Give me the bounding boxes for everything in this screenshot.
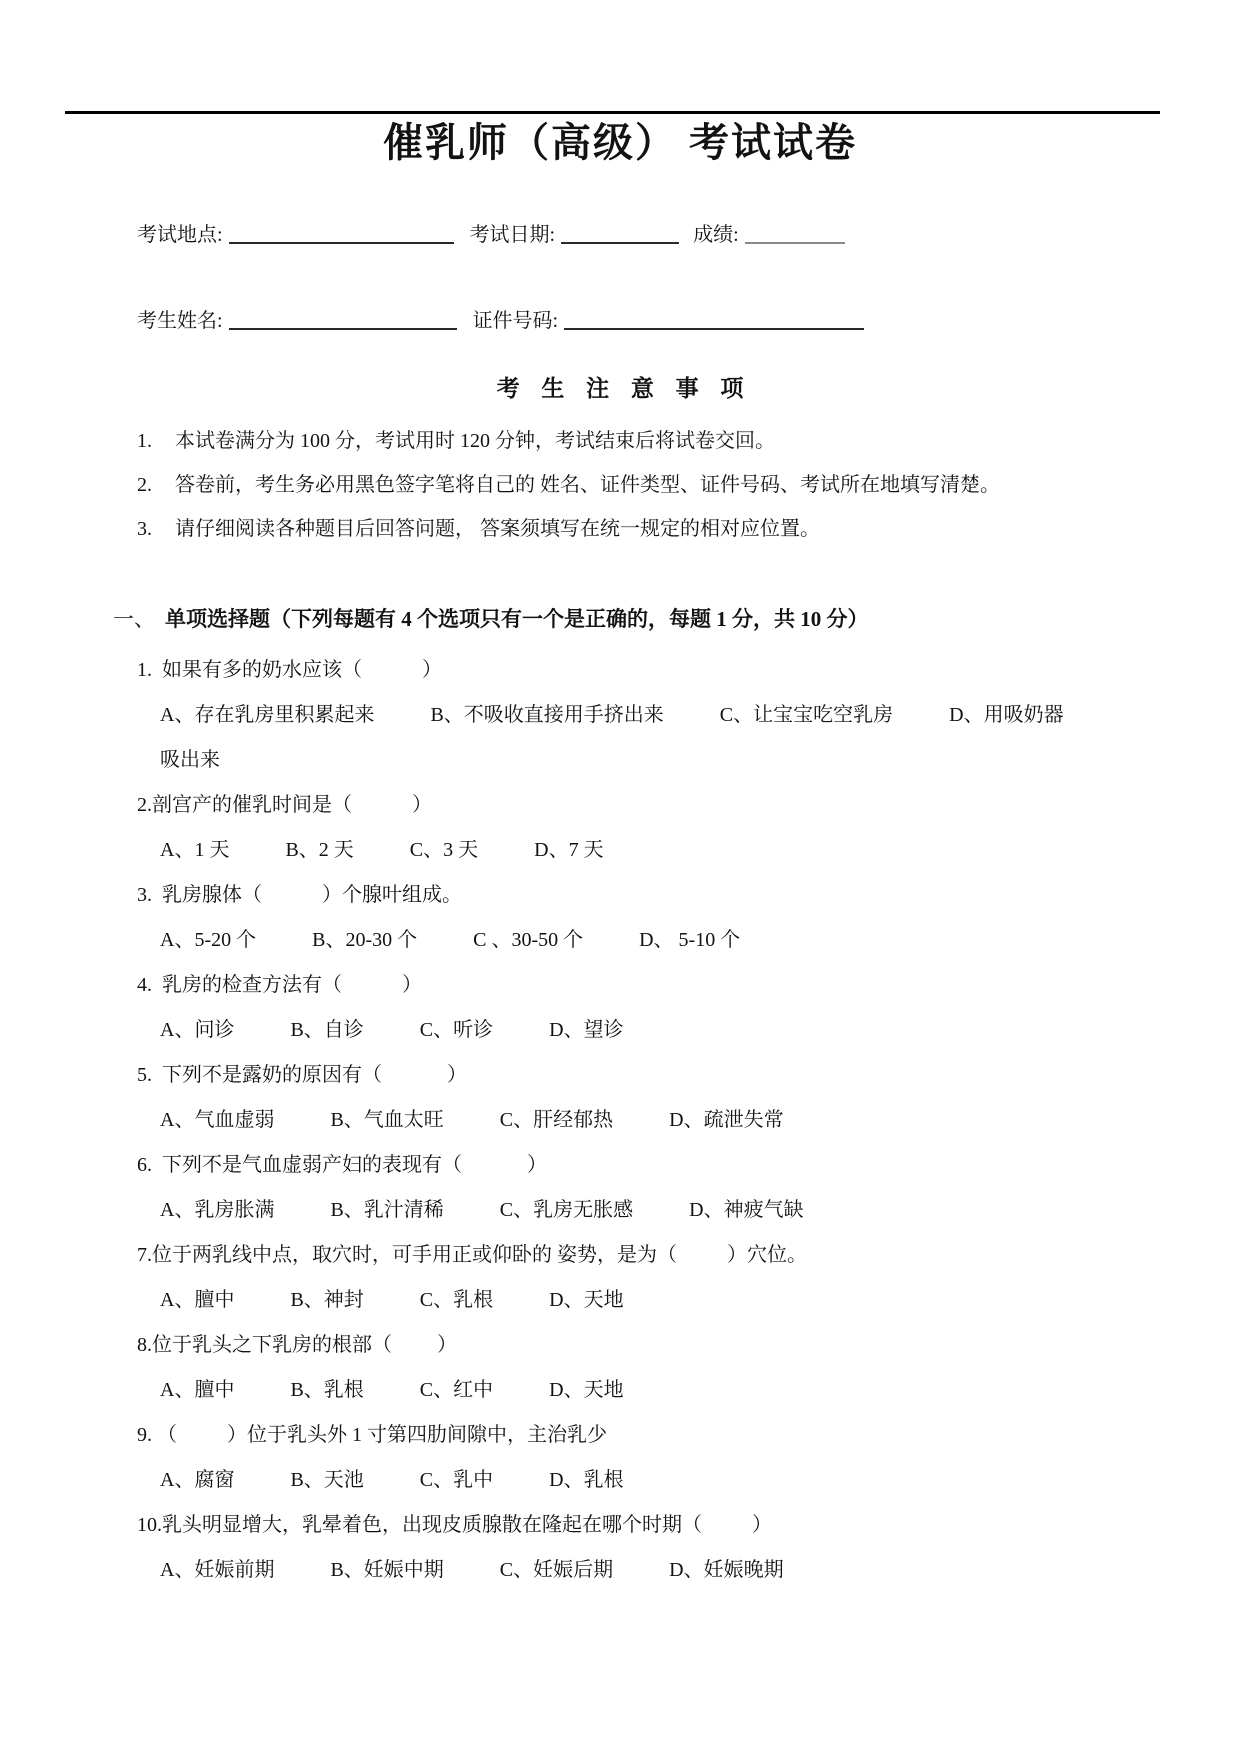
section-number: 一、 bbox=[113, 607, 155, 631]
notice-heading: 考 生 注 意 事 项 bbox=[496, 376, 752, 401]
header-rule bbox=[65, 111, 1160, 114]
option: C、肝经郁热 bbox=[499, 1109, 614, 1131]
id-number-field[interactable] bbox=[564, 308, 864, 330]
option: C、乳根 bbox=[419, 1289, 494, 1311]
question-stem: 9. （ ）位于乳头外 1 寸第四肋间隙中，主治乳少 bbox=[137, 1424, 607, 1446]
question-block bbox=[0, 1503, 1240, 1593]
option: A、问诊 bbox=[160, 1019, 235, 1041]
option: D、 5-10 个 bbox=[639, 929, 741, 951]
exam-info-row bbox=[137, 220, 1240, 250]
option: A、5-20 个 bbox=[160, 929, 257, 951]
page-title: 催乳师（高级） 考试试卷 bbox=[383, 120, 857, 165]
question-stem: 5. 下列不是露奶的原因有（ ） bbox=[137, 1064, 467, 1086]
notice-item-text: 答卷前，考生务必用黑色签字笔将自己的 姓名、证件类型、证件号码、考试所在地填写清楚。 bbox=[175, 474, 1000, 496]
candidate-info-row bbox=[137, 306, 1240, 336]
question-stem: 8.位于乳头之下乳房的根部（ ） bbox=[137, 1334, 457, 1356]
question-block bbox=[0, 1233, 1240, 1323]
question-options bbox=[160, 1008, 1080, 1053]
question-options bbox=[160, 1278, 1080, 1323]
question-options bbox=[160, 1458, 1080, 1503]
option: C 、30-50 个 bbox=[473, 929, 584, 951]
option: B、不吸收直接用手挤出来 bbox=[430, 704, 664, 726]
question-stem: 7.位于两乳线中点，取穴时，可手用正或仰卧的 姿势，是为（ ）穴位。 bbox=[137, 1244, 807, 1266]
option: D、天地 bbox=[549, 1289, 624, 1311]
exam-date-label: 考试日期: bbox=[469, 224, 556, 246]
notice-item-text: 本试卷满分为 100 分，考试用时 120 分钟，考试结束后将试卷交回。 bbox=[175, 430, 775, 452]
option: B、乳汁清稀 bbox=[330, 1199, 444, 1221]
candidate-name-label: 考生姓名: bbox=[137, 310, 223, 332]
question-stem: 3. 乳房腺体（ ）个腺叶组成。 bbox=[137, 884, 462, 906]
question-block bbox=[0, 783, 1240, 873]
question-block bbox=[0, 1413, 1240, 1503]
notice-item-number: 1. bbox=[137, 430, 152, 452]
score-field[interactable] bbox=[745, 222, 845, 244]
exam-location-field[interactable] bbox=[229, 222, 454, 244]
question-block bbox=[0, 963, 1240, 1053]
option: A、乳房胀满 bbox=[160, 1199, 275, 1221]
option: B、20-30 个 bbox=[312, 929, 418, 951]
notice-item bbox=[137, 428, 1200, 455]
option: D、7 天 bbox=[534, 839, 604, 861]
option: C、听诊 bbox=[419, 1019, 494, 1041]
question-block bbox=[0, 1323, 1240, 1413]
question-options bbox=[160, 1098, 1080, 1143]
option: A、气血虚弱 bbox=[160, 1109, 275, 1131]
exam-location-label: 考试地点: bbox=[137, 224, 223, 246]
option: C、让宝宝吃空乳房 bbox=[719, 704, 894, 726]
question-options bbox=[160, 1548, 1080, 1593]
option: A、存在乳房里积累起来 bbox=[160, 704, 375, 726]
notice-list bbox=[0, 428, 1240, 543]
option: D、乳根 bbox=[549, 1469, 624, 1491]
option: D、神疲气缺 bbox=[689, 1199, 804, 1221]
option: A、膻中 bbox=[160, 1289, 235, 1311]
option: D、妊娠晚期 bbox=[669, 1559, 784, 1581]
candidate-name-field[interactable] bbox=[229, 308, 457, 330]
option: D、疏泄失常 bbox=[669, 1109, 784, 1131]
notice-item bbox=[137, 516, 1200, 543]
option: D、用吸奶器吸出来 bbox=[160, 704, 1064, 771]
question-stem: 4. 乳房的检查方法有（ ） bbox=[137, 974, 422, 996]
exam-date-field[interactable] bbox=[561, 222, 679, 244]
option: A、1 天 bbox=[160, 839, 230, 861]
section-title: 单项选择题（下列每题有 4 个选项只有一个是正确的，每题 1 分，共 10 分） bbox=[165, 607, 869, 631]
option: A、膻中 bbox=[160, 1379, 235, 1401]
question-options bbox=[160, 918, 1080, 963]
option: B、自诊 bbox=[290, 1019, 364, 1041]
question-block bbox=[0, 1053, 1240, 1143]
option: A、妊娠前期 bbox=[160, 1559, 275, 1581]
option: D、天地 bbox=[549, 1379, 624, 1401]
notice-item-number: 2. bbox=[137, 474, 152, 496]
notice-item bbox=[137, 472, 1200, 499]
option: B、乳根 bbox=[290, 1379, 364, 1401]
option: B、神封 bbox=[290, 1289, 364, 1311]
question-stem: 1. 如果有多的奶水应该（ ） bbox=[137, 659, 442, 681]
id-number-label: 证件号码: bbox=[472, 310, 559, 332]
option: C、妊娠后期 bbox=[499, 1559, 614, 1581]
option: D、望诊 bbox=[549, 1019, 624, 1041]
question-stem: 6. 下列不是气血虚弱产妇的表现有（ ） bbox=[137, 1154, 547, 1176]
question-options bbox=[160, 1188, 1080, 1233]
notice-item-text: 请仔细阅读各种题目后回答问题， 答案须填写在统一规定的相对应位置。 bbox=[175, 518, 820, 540]
question-stem: 10.乳头明显增大，乳晕着色，出现皮质腺散在隆起在哪个时期（ ） bbox=[137, 1514, 772, 1536]
question-options bbox=[160, 828, 1080, 873]
option: B、妊娠中期 bbox=[330, 1559, 444, 1581]
section-heading-row bbox=[113, 605, 1240, 633]
question-stem: 2.剖宫产的催乳时间是（ ） bbox=[137, 794, 432, 816]
option: C、乳中 bbox=[419, 1469, 494, 1491]
option: C、乳房无胀感 bbox=[499, 1199, 634, 1221]
question-block bbox=[0, 648, 1240, 783]
notice-item-number: 3. bbox=[137, 518, 152, 540]
score-label: 成绩: bbox=[693, 224, 739, 246]
option: B、2 天 bbox=[285, 839, 354, 861]
question-options bbox=[160, 693, 1080, 783]
option: A、腐窗 bbox=[160, 1469, 235, 1491]
question-options bbox=[160, 1368, 1080, 1413]
option: C、红中 bbox=[419, 1379, 494, 1401]
question-block bbox=[0, 873, 1240, 963]
question-list bbox=[0, 648, 1240, 1593]
option: B、天池 bbox=[290, 1469, 364, 1491]
option: C、3 天 bbox=[409, 839, 479, 861]
option: B、气血太旺 bbox=[330, 1109, 444, 1131]
question-block bbox=[0, 1143, 1240, 1233]
